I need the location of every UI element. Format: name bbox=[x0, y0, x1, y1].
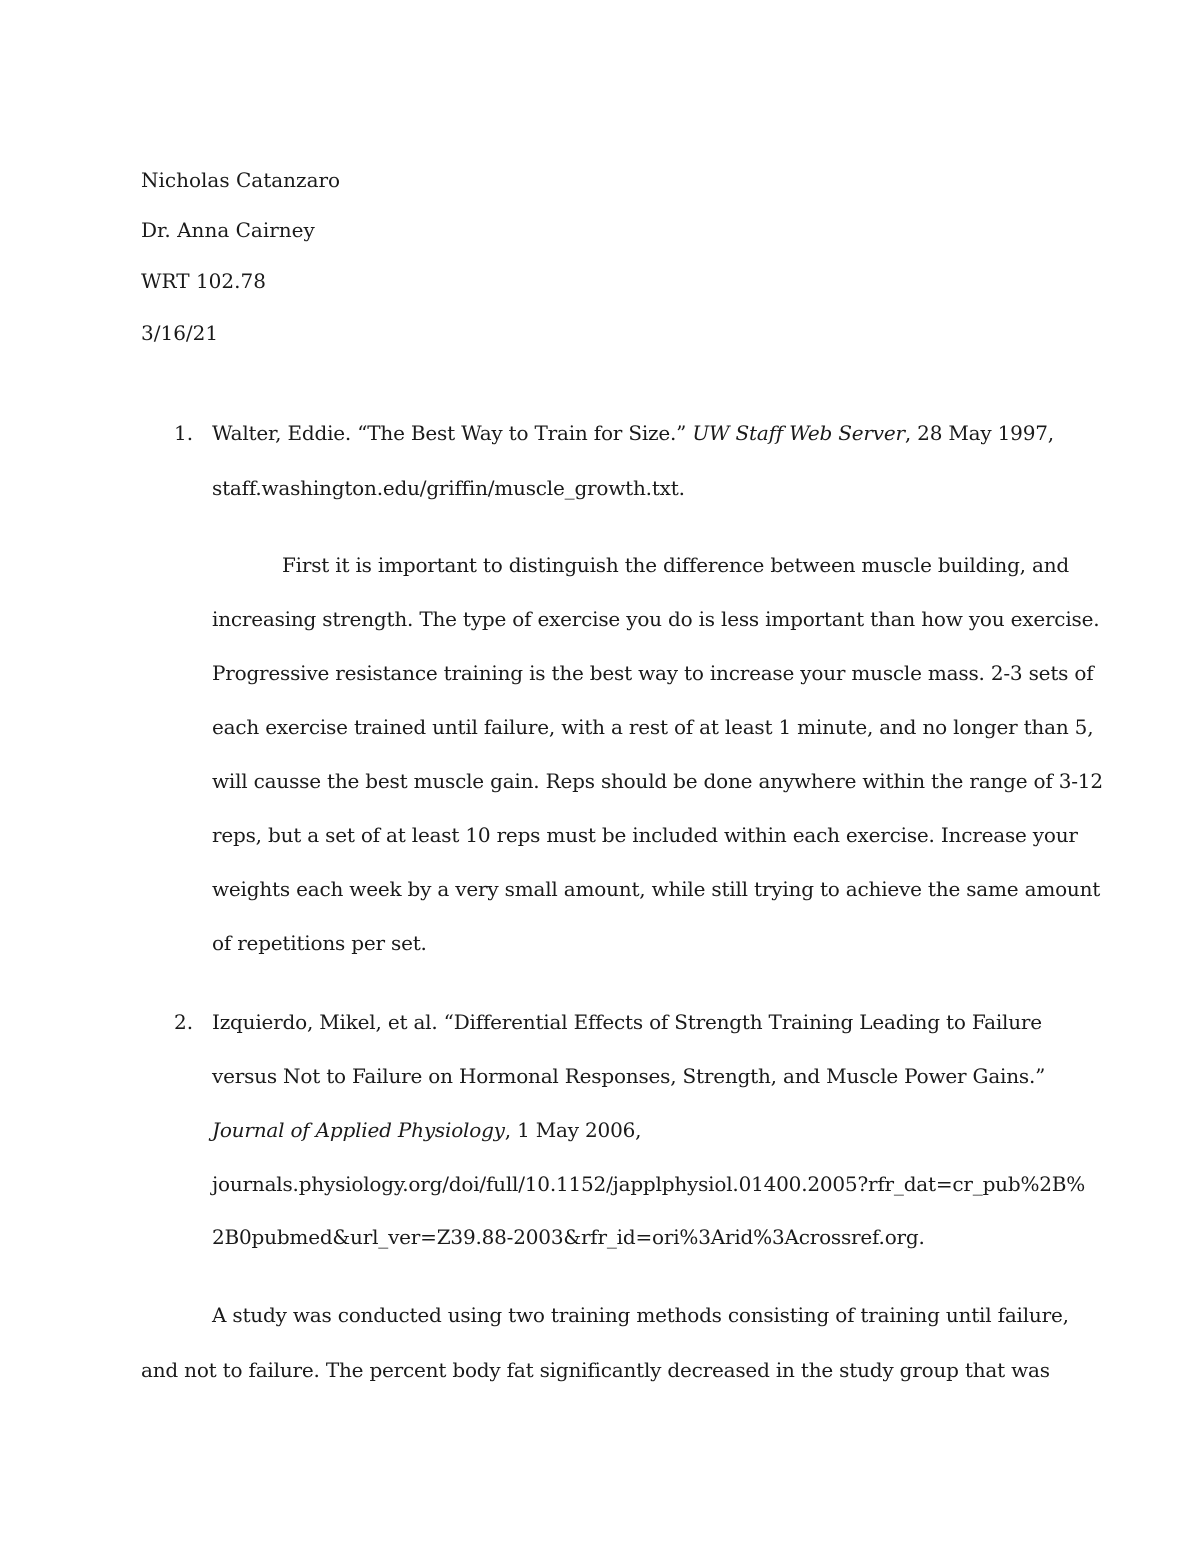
summary-line: and not to failure. The percent body fat significantly decreased in the study group that was bbox=[141, 1358, 1050, 1382]
source-title: UW Staff Web Server bbox=[692, 421, 905, 445]
citation-url: 2B0pubmed&url_ver=Z39.88-2003&rfr_id=ori%3Arid%3Acrossref.org. bbox=[212, 1225, 925, 1249]
entry-number: 1. bbox=[174, 421, 194, 445]
citation-url: staff.washington.edu/griffin/muscle_growth.txt. bbox=[212, 476, 685, 500]
citation-line: Journal of Applied Physiology, 1 May 2006, bbox=[212, 1118, 642, 1142]
summary-line: reps, but a set of at least 10 reps must be included within each exercise. Increase your bbox=[212, 823, 1078, 847]
summary-line: of repetitions per set. bbox=[212, 931, 427, 955]
instructor-name: Dr. Anna Cairney bbox=[141, 218, 315, 242]
document-date: 3/16/21 bbox=[141, 321, 219, 345]
citation-line: versus Not to Failure on Hormonal Responses, Strength, and Muscle Power Gains.” bbox=[212, 1064, 1046, 1088]
citation-line: Izquierdo, Mikel, et al. “Differential Effects of Strength Training Leading to Failure bbox=[212, 1010, 1042, 1034]
author-name: Nicholas Catanzaro bbox=[141, 168, 341, 192]
entry-number: 2. bbox=[174, 1010, 194, 1034]
journal-title: Journal of Applied Physiology bbox=[212, 1118, 505, 1142]
citation-line: Walter, Eddie. “The Best Way to Train for Size.” UW Staff Web Server, 28 May 1997, bbox=[212, 421, 1054, 445]
summary-line: First it is important to distinguish the difference between muscle building, and bbox=[282, 553, 1070, 577]
summary-line: each exercise trained until failure, with a rest of at least 1 minute, and no longer than 5, bbox=[212, 715, 1094, 739]
summary-line: Progressive resistance training is the best way to increase your muscle mass. 2-3 sets of bbox=[212, 661, 1094, 685]
course-code: WRT 102.78 bbox=[141, 269, 266, 293]
citation-url: journals.physiology.org/doi/full/10.1152/japplphysiol.01400.2005?rfr_dat=cr_pub%2B% bbox=[212, 1172, 1086, 1196]
summary-line: will causse the best muscle gain. Reps should be done anywhere within the range of 3-12 bbox=[212, 769, 1103, 793]
summary-line: weights each week by a very small amount, while still trying to achieve the same amount bbox=[212, 877, 1101, 901]
summary-line: increasing strength. The type of exercise you do is less important than how you exercise. bbox=[212, 607, 1100, 631]
summary-line: A study was conducted using two training methods consisting of training until failure, bbox=[212, 1303, 1069, 1327]
